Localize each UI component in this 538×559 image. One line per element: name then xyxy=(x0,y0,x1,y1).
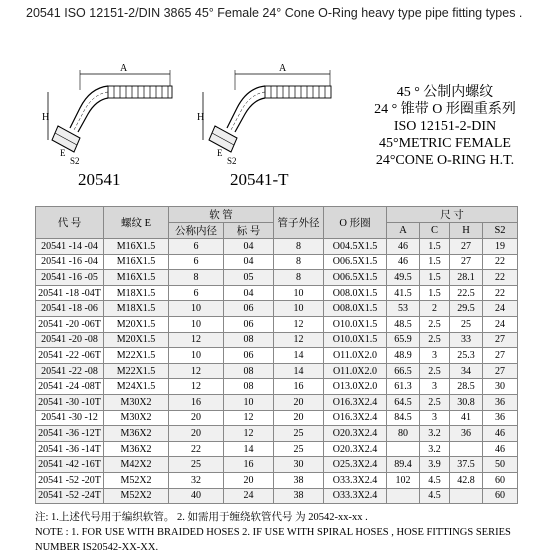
table-row xyxy=(36,348,518,364)
table-cell: 12 xyxy=(274,332,324,348)
table-cell: M22X1.5 xyxy=(104,363,169,379)
description-line-metric: 45°METRIC FEMALE xyxy=(379,136,511,151)
table-cell: 41.5 xyxy=(387,285,420,301)
table-cell: 38 xyxy=(274,488,324,504)
table-cell: O13.0X2.0 xyxy=(324,379,387,395)
table-cell: 06 xyxy=(224,316,274,332)
table-cell: 24 xyxy=(224,488,274,504)
table-cell: 3.9 xyxy=(420,457,450,473)
table-cell: 38 xyxy=(274,472,324,488)
table-cell: 46 xyxy=(483,441,518,457)
table-cell: 33 xyxy=(450,332,483,348)
specification-table xyxy=(35,206,518,504)
fitting-drawing-20541 xyxy=(40,60,180,165)
table-cell: 42.8 xyxy=(450,472,483,488)
note-en-cont: NUMBER IS20542-XX-XX. xyxy=(35,542,159,553)
table-row xyxy=(36,394,518,410)
table-cell: 30.8 xyxy=(450,394,483,410)
table-cell: 2 xyxy=(420,301,450,317)
table-cell: 06 xyxy=(224,348,274,364)
table-cell: M30X2 xyxy=(104,410,169,426)
table-cell: 65.9 xyxy=(387,332,420,348)
table-cell: 27 xyxy=(483,332,518,348)
dim-e-label: E xyxy=(60,148,66,158)
table-cell: 20 xyxy=(169,410,224,426)
table-cell: 20541 -52 -24T xyxy=(36,488,104,504)
table-cell: 6 xyxy=(169,254,224,270)
table-cell: O06.5X1.5 xyxy=(324,270,387,286)
description-line-oring: 24°CONE O-RING H.T. xyxy=(375,153,515,168)
table-cell: M36X2 xyxy=(104,441,169,457)
table-cell: 1.5 xyxy=(420,254,450,270)
table-cell: 08 xyxy=(224,379,274,395)
header-hose: 软 管 xyxy=(169,207,274,223)
table-cell: 27 xyxy=(483,348,518,364)
table-cell: 25 xyxy=(274,441,324,457)
table-cell: 8 xyxy=(169,270,224,286)
table-cell: 20541 -30 -10T xyxy=(36,394,104,410)
table-cell: 50 xyxy=(483,457,518,473)
table-cell: 20541 -16 -04 xyxy=(36,254,104,270)
table-cell: 25 xyxy=(450,316,483,332)
table-cell: 3 xyxy=(420,348,450,364)
table-cell: 16 xyxy=(169,394,224,410)
table-cell: 16 xyxy=(274,379,324,395)
dim-a-label: A xyxy=(279,63,287,74)
description-line-standard: ISO 12151-2-DIN xyxy=(393,119,497,134)
table-cell: 04 xyxy=(224,285,274,301)
page-heading: 20541 ISO 12151-2/DIN 3865 45° Female 24° Cone O-Ring heavy type pipe fitting types . xyxy=(26,6,523,20)
table-cell: 36 xyxy=(450,426,483,442)
table-cell: 3 xyxy=(420,379,450,395)
table-cell xyxy=(450,441,483,457)
table-cell: 46 xyxy=(483,426,518,442)
table-cell: 89.4 xyxy=(387,457,420,473)
table-cell: 2.5 xyxy=(420,316,450,332)
table-cell: 37.5 xyxy=(450,457,483,473)
table-cell: O16.3X2.4 xyxy=(324,394,387,410)
table-row xyxy=(36,332,518,348)
table-cell: O08.0X1.5 xyxy=(324,285,387,301)
table-cell: 1.5 xyxy=(420,285,450,301)
table-cell: O25.3X2.4 xyxy=(324,457,387,473)
table-cell: 08 xyxy=(224,363,274,379)
table-cell: 25.3 xyxy=(450,348,483,364)
table-cell: 20541 -22 -06T xyxy=(36,348,104,364)
header-thread: 螺纹 E xyxy=(104,207,169,239)
table-cell: 22 xyxy=(483,254,518,270)
table-row xyxy=(36,472,518,488)
table-cell: 53 xyxy=(387,301,420,317)
table-cell xyxy=(387,488,420,504)
table-cell: 04 xyxy=(224,239,274,255)
table-cell: 12 xyxy=(169,332,224,348)
table-cell: 20541 -20 -08 xyxy=(36,332,104,348)
table-row xyxy=(36,379,518,395)
description-line-cone-cn: 24 ° 锥带 O 形圈重系列 xyxy=(374,102,516,117)
table-cell: M16X1.5 xyxy=(104,254,169,270)
table-cell: 25 xyxy=(274,426,324,442)
table-cell: 22 xyxy=(483,285,518,301)
table-cell: M16X1.5 xyxy=(104,270,169,286)
table-cell: 27 xyxy=(450,254,483,270)
note-en: NOTE : 1. FOR USE WITH BRAIDED HOSES 2. IF USE WITH SPIRAL HOSES , HOSE FITTINGS SERIES xyxy=(35,527,511,538)
table-cell: O20.3X2.4 xyxy=(324,441,387,457)
header-oring: O 形圈 xyxy=(324,207,387,239)
header-a: A xyxy=(387,223,420,239)
table-cell: O33.3X2.4 xyxy=(324,472,387,488)
table-cell: 20541 -42 -16T xyxy=(36,457,104,473)
table-cell: 12 xyxy=(224,426,274,442)
header-tube-od: 管子外径 xyxy=(274,207,324,239)
table-cell: 14 xyxy=(274,363,324,379)
table-cell: 20 xyxy=(274,410,324,426)
table-cell: 4.5 xyxy=(420,472,450,488)
table-cell: 8 xyxy=(274,254,324,270)
table-cell: M18X1.5 xyxy=(104,285,169,301)
table-cell: 48.5 xyxy=(387,316,420,332)
table-cell: 49.5 xyxy=(387,270,420,286)
table-row xyxy=(36,270,518,286)
header-code: 代 号 xyxy=(36,207,104,239)
table-row xyxy=(36,457,518,473)
table-cell: 102 xyxy=(387,472,420,488)
table-cell: O16.3X2.4 xyxy=(324,410,387,426)
table-cell: 3 xyxy=(420,410,450,426)
table-cell: 06 xyxy=(224,301,274,317)
table-cell: 46 xyxy=(387,239,420,255)
table-cell: 36 xyxy=(483,410,518,426)
table-cell: 20541 -52 -20T xyxy=(36,472,104,488)
table-cell: 12 xyxy=(224,410,274,426)
table-cell: M18X1.5 xyxy=(104,301,169,317)
table-cell xyxy=(387,441,420,457)
table-cell: 14 xyxy=(274,348,324,364)
drawing-label-20541-t: 20541-T xyxy=(230,170,289,189)
table-cell: O33.3X2.4 xyxy=(324,488,387,504)
table-cell: O11.0X2.0 xyxy=(324,348,387,364)
table-cell: 27 xyxy=(450,239,483,255)
table-cell: 05 xyxy=(224,270,274,286)
table-cell: 20541 -18 -06 xyxy=(36,301,104,317)
table-cell: 28.1 xyxy=(450,270,483,286)
table-cell: 10 xyxy=(169,348,224,364)
table-cell: 64.5 xyxy=(387,394,420,410)
header-c: C xyxy=(420,223,450,239)
table-cell: 20 xyxy=(274,394,324,410)
dim-h-label: H xyxy=(42,112,50,123)
header-hose-id: 公称内径 xyxy=(169,223,224,239)
table-cell: 84.5 xyxy=(387,410,420,426)
dim-s2-label: S2 xyxy=(70,156,80,165)
table-cell: 40 xyxy=(169,488,224,504)
header-s2: S2 xyxy=(483,223,518,239)
header-size: 尺 寸 xyxy=(387,207,518,223)
table-cell: 8 xyxy=(274,270,324,286)
table-cell: O04.5X1.5 xyxy=(324,239,387,255)
table-cell: 2.5 xyxy=(420,394,450,410)
table-cell: M52X2 xyxy=(104,472,169,488)
table-row xyxy=(36,441,518,457)
header-hose-mark: 标 号 xyxy=(224,223,274,239)
table-cell: 4.5 xyxy=(420,488,450,504)
table-cell: 2.5 xyxy=(420,332,450,348)
table-cell: M22X1.5 xyxy=(104,348,169,364)
table-cell: 80 xyxy=(387,426,420,442)
table-cell: 20541 -36 -14T xyxy=(36,441,104,457)
table-cell: 12 xyxy=(169,379,224,395)
table-cell: 20541 -20 -06T xyxy=(36,316,104,332)
table-cell: 10 xyxy=(274,285,324,301)
table-cell: O08.0X1.5 xyxy=(324,301,387,317)
table-row xyxy=(36,426,518,442)
table-cell: 3.2 xyxy=(420,426,450,442)
table-cell: M20X1.5 xyxy=(104,316,169,332)
table-cell: 04 xyxy=(224,254,274,270)
header-h: H xyxy=(450,223,483,239)
dim-s2-label: S2 xyxy=(227,156,237,165)
table-cell: O20.3X2.4 xyxy=(324,426,387,442)
table-cell: 32 xyxy=(169,472,224,488)
table-cell: 66.5 xyxy=(387,363,420,379)
table-cell: 20541 -36 -12T xyxy=(36,426,104,442)
table-cell: 2.5 xyxy=(420,363,450,379)
table-cell: 20 xyxy=(224,472,274,488)
table-cell: 46 xyxy=(387,254,420,270)
table-cell: 28.5 xyxy=(450,379,483,395)
table-cell: 1.5 xyxy=(420,270,450,286)
table-cell: 10 xyxy=(224,394,274,410)
table-cell: 36 xyxy=(483,394,518,410)
table-cell: 30 xyxy=(274,457,324,473)
drawing-label-20541: 20541 xyxy=(78,170,121,189)
table-cell xyxy=(450,488,483,504)
fitting-drawing-20541-t xyxy=(195,60,340,165)
table-cell: 24 xyxy=(483,316,518,332)
table-cell: 16 xyxy=(224,457,274,473)
table-cell: 12 xyxy=(274,316,324,332)
table-cell: 25 xyxy=(169,457,224,473)
table-cell: 29.5 xyxy=(450,301,483,317)
table-cell: 6 xyxy=(169,285,224,301)
table-cell: O10.0X1.5 xyxy=(324,316,387,332)
table-cell: 10 xyxy=(274,301,324,317)
table-cell: 48.9 xyxy=(387,348,420,364)
fitting-description xyxy=(360,84,530,169)
table-row xyxy=(36,363,518,379)
table-cell: 1.5 xyxy=(420,239,450,255)
table-cell: 08 xyxy=(224,332,274,348)
table-cell: 20541 -22 -08 xyxy=(36,363,104,379)
table-row xyxy=(36,301,518,317)
table-cell: M52X2 xyxy=(104,488,169,504)
table-cell: O11.0X2.0 xyxy=(324,363,387,379)
table-cell: 61.3 xyxy=(387,379,420,395)
table-cell: M20X1.5 xyxy=(104,332,169,348)
table-cell: 34 xyxy=(450,363,483,379)
table-cell: 10 xyxy=(169,301,224,317)
table-cell: 60 xyxy=(483,488,518,504)
table-cell: 22 xyxy=(169,441,224,457)
notes xyxy=(35,510,535,555)
table-cell: 22 xyxy=(483,270,518,286)
table-cell: 60 xyxy=(483,472,518,488)
table-cell: O10.0X1.5 xyxy=(324,332,387,348)
dim-e-label: E xyxy=(217,148,223,158)
dim-h-label: H xyxy=(197,112,205,123)
dim-a-label: A xyxy=(120,63,128,74)
table-cell: 14 xyxy=(224,441,274,457)
table-cell: 20541 -16 -05 xyxy=(36,270,104,286)
table-cell: 10 xyxy=(169,316,224,332)
table-cell: 20541 -14 -04 xyxy=(36,239,104,255)
table-row xyxy=(36,410,518,426)
table-cell: 12 xyxy=(169,363,224,379)
table-row xyxy=(36,239,518,255)
table-cell: M36X2 xyxy=(104,426,169,442)
table-cell: M42X2 xyxy=(104,457,169,473)
table-row xyxy=(36,488,518,504)
table-cell: 22.5 xyxy=(450,285,483,301)
table-cell: 19 xyxy=(483,239,518,255)
table-cell: 3.2 xyxy=(420,441,450,457)
description-line-angle-cn: 45 ° 公制内螺纹 xyxy=(396,85,494,100)
table-cell: 6 xyxy=(169,239,224,255)
table-cell: M16X1.5 xyxy=(104,239,169,255)
note-cn: 注: 1.上述代号用于编织软管。 2. 如需用于缠绕软管代号 为 20542-xx-xx . xyxy=(35,512,368,523)
table-row xyxy=(36,316,518,332)
table-row xyxy=(36,254,518,270)
table-cell: 20 xyxy=(169,426,224,442)
table-cell: 30 xyxy=(483,379,518,395)
table-cell: M24X1.5 xyxy=(104,379,169,395)
table-row xyxy=(36,285,518,301)
table-cell: 24 xyxy=(483,301,518,317)
table-cell: O06.5X1.5 xyxy=(324,254,387,270)
table-cell: 8 xyxy=(274,239,324,255)
table-cell: 41 xyxy=(450,410,483,426)
table-cell: 20541 -18 -04T xyxy=(36,285,104,301)
table-cell: 20541 -24 -08T xyxy=(36,379,104,395)
table-cell: 27 xyxy=(483,363,518,379)
table-cell: M30X2 xyxy=(104,394,169,410)
table-cell: 20541 -30 -12 xyxy=(36,410,104,426)
